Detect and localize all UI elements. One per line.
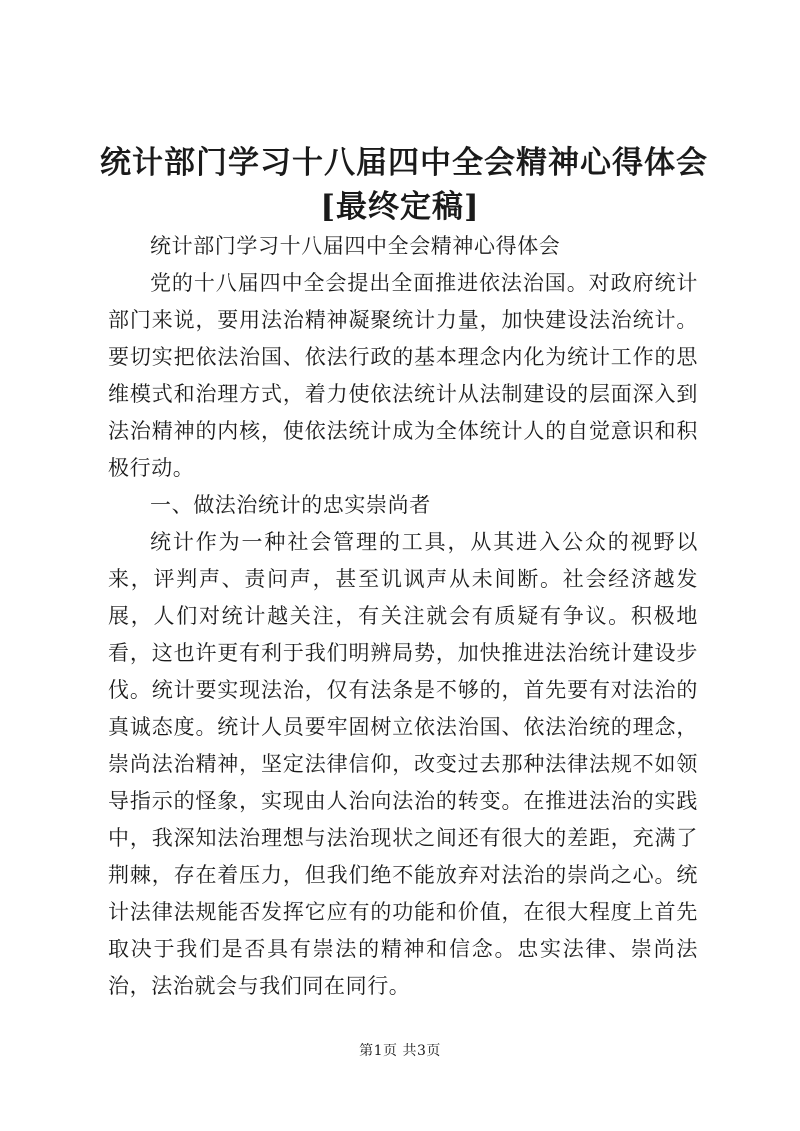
body-paragraph: 统计作为一种社会管理的工具，从其进入公众的视野以来，评判声、责问声，甚至讥讽声从未间断。社会经济越发展，人们对统计越关注，有关注就会有质疑有争议。积极地看，这也许更有利于我们明辨局势，加快推进法治统计建设步伐。统计要实现法治，仅有法条是不够的，首先要有对法治的真诚态度。统计人员要牢固树立依法治国、依法治统的理念，崇尚法治精神，坚定法律信仰，改变过去那种法律法规不如领导指示的怪象，实现由人治向法治的转变。在推进法治的实践中，我深知法治理想与法治现状之间还有很大的差距，充满了荆棘，存在着压力，但我们绝不能放弃对法治的崇尚之心。统计法律法规能否发挥它应有的功能和价值，在很大程度上首先取决于我们是否具有崇法的精神和信念。忠实法律、崇尚法治，法治就会与我们同在同行。 (108, 530, 698, 998)
section-heading: 一、做法治统计的忠实崇尚者 (150, 493, 431, 517)
page-footer: 第1页 共3页 (359, 1043, 441, 1059)
document-title-suffix: [最终定稿] (320, 189, 480, 225)
body-paragraph: 党的十八届四中全会提出全面推进依法治国。对政府统计部门来说，要用法治精神凝聚统计力量，加快建设法治统计。要切实把依法治国、依法行政的基本理念内化为统计工作的思维模式和治理方式，着力使依法统计从法制建设的层面深入到法治精神的内核，使依法统计成为全体统计人的自觉意识和积极行动。 (108, 271, 698, 480)
subtitle-paragraph: 统计部门学习十八届四中全会精神心得体会 (150, 234, 561, 258)
document-title: 统计部门学习十八届四中全会精神心得体会 (100, 145, 708, 181)
document-body (108, 228, 698, 1005)
